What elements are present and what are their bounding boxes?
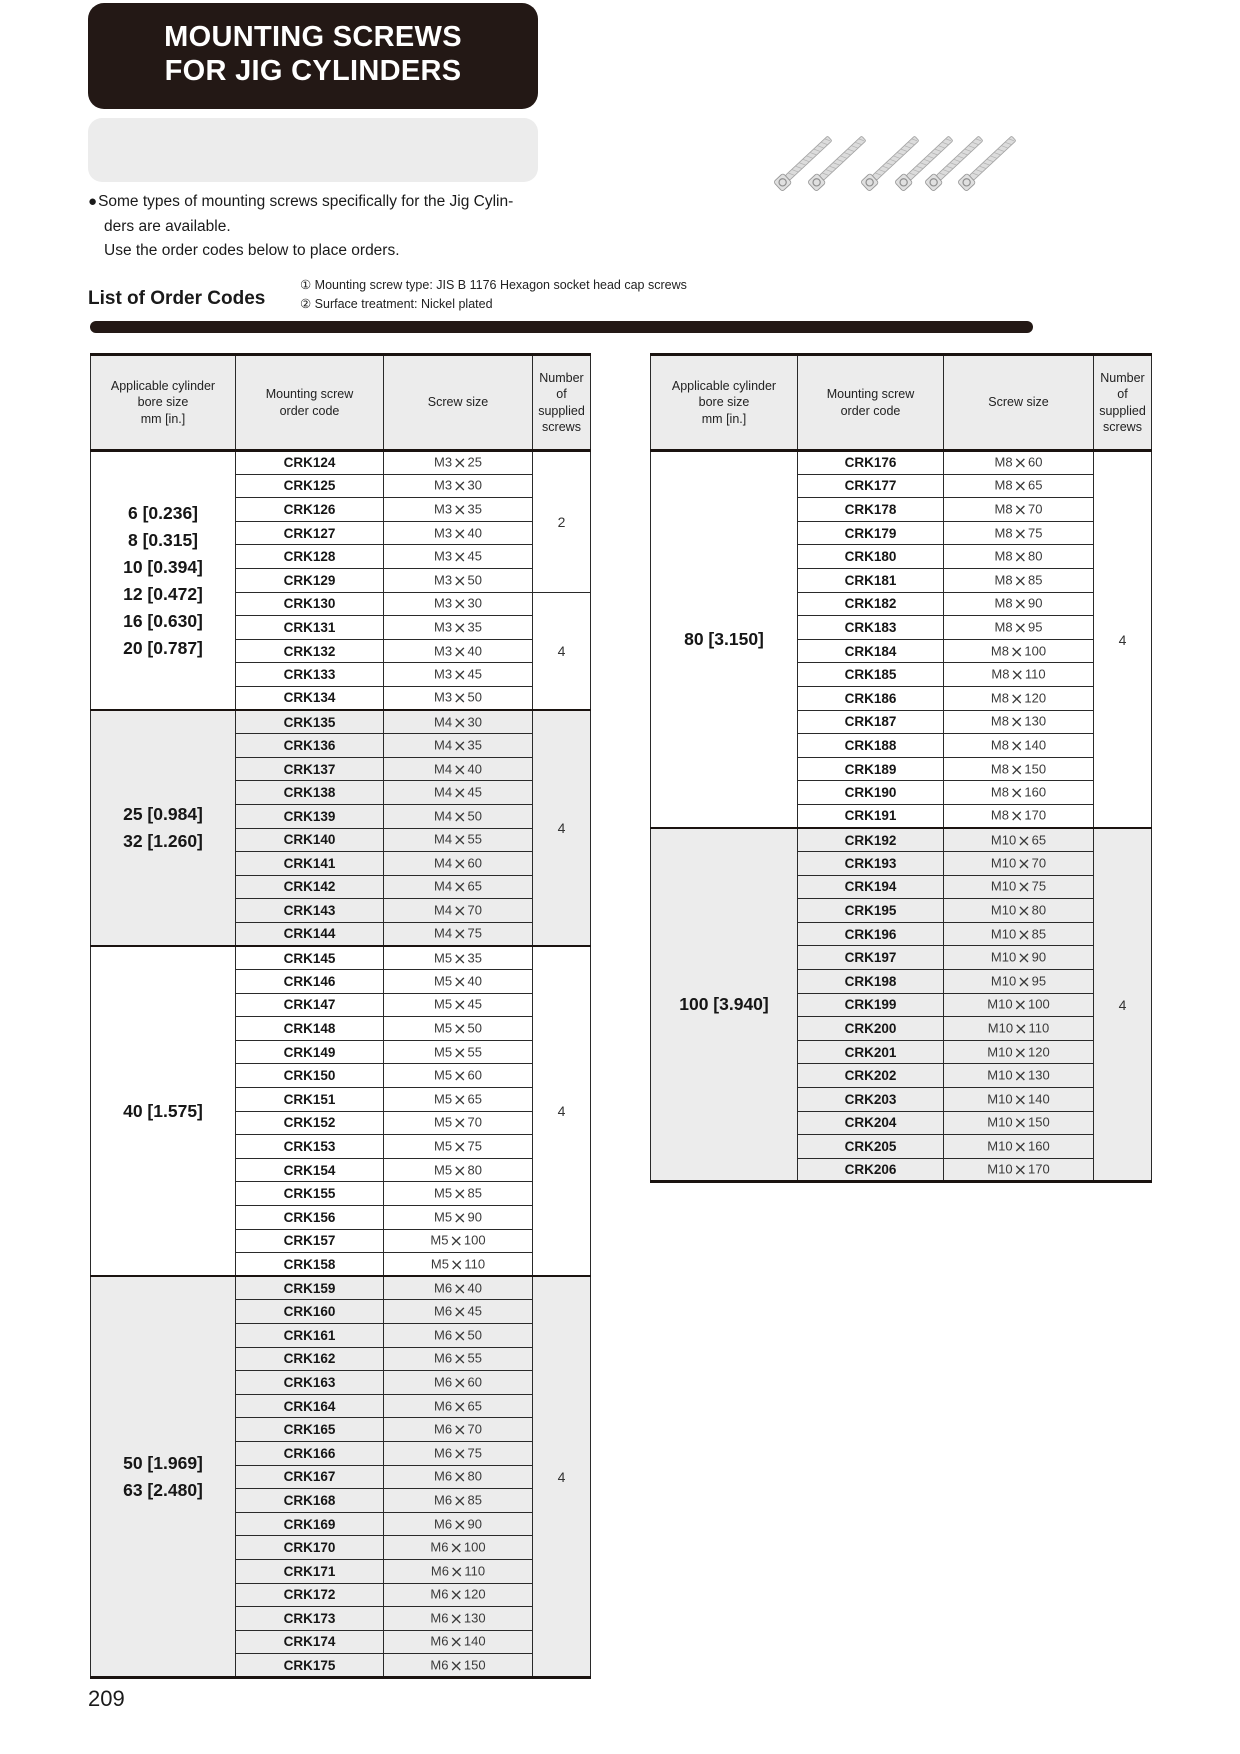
order-code-cell: CRK158 [236, 1253, 384, 1277]
screw-size-cell: M3×40 [384, 639, 533, 663]
order-code-cell: CRK145 [236, 946, 384, 970]
order-code-cell: CRK194 [798, 875, 944, 899]
screw-size-cell: M8×150 [944, 757, 1094, 781]
multiply-sign: × [453, 1066, 467, 1086]
order-code-cell: CRK192 [798, 828, 944, 852]
order-code-cell: CRK190 [798, 781, 944, 805]
order-code-cell: CRK151 [236, 1088, 384, 1112]
column-header: Screw size [944, 355, 1094, 451]
multiply-sign: × [453, 499, 467, 519]
order-code-cell: CRK175 [236, 1654, 384, 1678]
multiply-sign: × [453, 806, 467, 826]
multiply-sign: × [1009, 783, 1024, 803]
screw-size-cell: M6×40 [384, 1276, 533, 1300]
multiply-sign: × [1009, 712, 1024, 732]
multiply-sign: × [1014, 1019, 1028, 1039]
section-divider-bar [90, 321, 1033, 333]
screw-size-cell: M5×40 [384, 970, 533, 994]
multiply-sign: × [453, 759, 467, 779]
screw-size-cell: M10×80 [944, 899, 1094, 923]
table-row [91, 710, 591, 734]
multiply-sign: × [453, 594, 467, 614]
screw-size-cell: M6×50 [384, 1323, 533, 1347]
order-code-cell: CRK204 [798, 1111, 944, 1135]
screw-size-cell: M5×90 [384, 1206, 533, 1230]
screw-size-cell: M6×120 [384, 1583, 533, 1607]
multiply-sign: × [453, 1396, 467, 1416]
order-code-cell: CRK171 [236, 1559, 384, 1583]
multiply-sign: × [1013, 523, 1027, 543]
multiply-sign: × [453, 1514, 467, 1534]
column-header: Mounting screw order code [236, 355, 384, 451]
multiply-sign: × [449, 1655, 463, 1675]
multiply-sign: × [453, 1490, 467, 1510]
order-code-cell: CRK205 [798, 1135, 944, 1159]
multiply-sign: × [1009, 688, 1024, 708]
screw-size-cell: M6×55 [384, 1347, 533, 1371]
screw-size-cell: M8×95 [944, 616, 1094, 640]
mounting-screws-photo [740, 118, 1030, 198]
multiply-sign: × [449, 1632, 463, 1652]
order-code-cell: CRK174 [236, 1630, 384, 1654]
multiply-sign: × [1009, 641, 1024, 661]
multiply-sign: × [453, 924, 467, 944]
multiply-sign: × [453, 971, 467, 991]
multiply-sign: × [1017, 948, 1031, 968]
supplied-screws-cell: 4 [533, 1276, 591, 1677]
order-code-cell: CRK177 [798, 474, 944, 498]
multiply-sign: × [1013, 1089, 1027, 1109]
bore-size-cell: 100 [3.940] [651, 828, 798, 1182]
supplied-screws-cell: 4 [533, 710, 591, 946]
screw-size-cell: M5×85 [384, 1182, 533, 1206]
multiply-sign: × [1013, 499, 1027, 519]
screw-size-cell: M10×70 [944, 852, 1094, 876]
title-line-2: FOR JIG CYLINDERS [164, 55, 462, 87]
multiply-sign: × [449, 1561, 464, 1581]
multiply-sign: × [453, 948, 467, 968]
multiply-sign: × [1017, 830, 1031, 850]
order-code-cell: CRK200 [798, 1017, 944, 1041]
order-code-cell: CRK131 [236, 616, 384, 640]
multiply-sign: × [453, 1113, 467, 1133]
order-code-cell: CRK183 [798, 616, 944, 640]
order-code-cell: CRK173 [236, 1607, 384, 1631]
multiply-sign: × [453, 1019, 467, 1039]
screw-size-cell: M10×100 [944, 993, 1094, 1017]
screw-size-cell: M10×110 [944, 1017, 1094, 1041]
screw-size-cell: M8×80 [944, 545, 1094, 569]
order-code-cell: CRK206 [798, 1158, 944, 1182]
screw-size-cell: M6×110 [384, 1559, 533, 1583]
order-code-cell: CRK163 [236, 1371, 384, 1395]
screw-size-cell: M6×140 [384, 1630, 533, 1654]
multiply-sign: × [1013, 1042, 1027, 1062]
screw-size-cell: M10×75 [944, 875, 1094, 899]
order-code-cell: CRK149 [236, 1040, 384, 1064]
order-code-cell: CRK164 [236, 1394, 384, 1418]
screw-size-cell: M5×50 [384, 1017, 533, 1041]
column-header: Screw size [384, 355, 533, 451]
multiply-sign: × [453, 1207, 467, 1227]
multiply-sign: × [449, 1538, 463, 1558]
title-banner [88, 3, 538, 109]
order-code-cell: CRK147 [236, 993, 384, 1017]
page-number: 209 [88, 1686, 125, 1711]
screw-size-cell: M4×55 [384, 828, 533, 852]
multiply-sign: × [453, 641, 467, 661]
screw-size-cell: M8×60 [944, 451, 1094, 475]
multiply-sign: × [453, 1302, 467, 1322]
order-code-cell: CRK124 [236, 451, 384, 475]
order-code-cell: CRK165 [236, 1418, 384, 1442]
title-line-1: MOUNTING SCREWS [164, 21, 462, 53]
order-code-cell: CRK146 [236, 970, 384, 994]
screw-size-cell: M6×80 [384, 1465, 533, 1489]
screw-size-cell: M10×170 [944, 1158, 1094, 1182]
order-code-cell: CRK189 [798, 757, 944, 781]
order-code-cell: CRK196 [798, 922, 944, 946]
screw-size-cell: M4×60 [384, 852, 533, 876]
multiply-sign: × [453, 476, 467, 496]
screw-size-cell: M3×45 [384, 545, 533, 569]
multiply-sign: × [1017, 877, 1031, 897]
order-code-cell: CRK148 [236, 1017, 384, 1041]
order-code-cell: CRK159 [236, 1276, 384, 1300]
order-code-cell: CRK127 [236, 521, 384, 545]
multiply-sign: × [453, 877, 467, 897]
screw-size-cell: M3×30 [384, 592, 533, 616]
order-code-cell: CRK125 [236, 474, 384, 498]
screw-size-cell: M5×45 [384, 993, 533, 1017]
order-code-cell: CRK161 [236, 1323, 384, 1347]
order-code-cell: CRK187 [798, 710, 944, 734]
screw-size-cell: M6×65 [384, 1394, 533, 1418]
order-code-cell: CRK184 [798, 639, 944, 663]
multiply-sign: × [453, 901, 467, 921]
multiply-sign: × [453, 1349, 467, 1369]
screw-size-cell: M6×70 [384, 1418, 533, 1442]
multiply-sign: × [1010, 665, 1024, 685]
section-heading: List of Order Codes [88, 288, 266, 309]
screw-size-cell: M5×80 [384, 1158, 533, 1182]
screw-size-cell: M4×35 [384, 734, 533, 758]
order-code-cell: CRK130 [236, 592, 384, 616]
supplied-screws-cell: 4 [533, 592, 591, 710]
screw-size-cell: M3×45 [384, 663, 533, 687]
order-code-cell: CRK129 [236, 568, 384, 592]
multiply-sign: × [1017, 971, 1031, 991]
order-code-cell: CRK134 [236, 686, 384, 710]
order-code-cell: CRK133 [236, 663, 384, 687]
multiply-sign: × [453, 1184, 467, 1204]
multiply-sign: × [453, 1443, 467, 1463]
multiply-sign: × [453, 1325, 467, 1345]
screw-size-cell: M8×100 [944, 639, 1094, 663]
screw-size-cell: M4×45 [384, 781, 533, 805]
screw-size-cell: M10×120 [944, 1040, 1094, 1064]
intro-line-1: ●Some types of mounting screws specifically for the Jig Cylin- [88, 193, 514, 210]
order-code-cell: CRK142 [236, 875, 384, 899]
multiply-sign: × [1013, 547, 1027, 567]
screw-size-cell: M8×70 [944, 498, 1094, 522]
multiply-sign: × [1013, 594, 1027, 614]
multiply-sign: × [1009, 759, 1024, 779]
supplied-screws-cell: 4 [533, 946, 591, 1276]
order-code-cell: CRK162 [236, 1347, 384, 1371]
column-header: Number of supplied screws [533, 355, 591, 451]
table-row [651, 828, 1152, 852]
screw-size-cell: M5×70 [384, 1111, 533, 1135]
screw-size-cell: M8×110 [944, 663, 1094, 687]
order-code-cell: CRK181 [798, 568, 944, 592]
table-row [91, 451, 591, 475]
subtitle-placeholder-box [88, 118, 538, 182]
multiply-sign: × [453, 830, 467, 850]
screw-size-cell: M3×40 [384, 521, 533, 545]
order-codes-table-left [90, 353, 591, 1679]
order-code-cell: CRK136 [236, 734, 384, 758]
multiply-sign: × [453, 1137, 467, 1157]
screw-size-cell: M8×120 [944, 686, 1094, 710]
multiply-sign: × [453, 1278, 467, 1298]
order-code-cell: CRK126 [236, 498, 384, 522]
order-code-cell: CRK193 [798, 852, 944, 876]
multiply-sign: × [453, 1372, 467, 1392]
multiply-sign: × [453, 453, 467, 473]
screw-size-cell: M4×75 [384, 922, 533, 946]
order-code-cell: CRK198 [798, 970, 944, 994]
multiply-sign: × [453, 783, 467, 803]
multiply-sign: × [453, 735, 467, 755]
screw-size-cell: M6×75 [384, 1441, 533, 1465]
multiply-sign: × [1013, 1066, 1027, 1086]
supplied-screws-cell: 4 [1094, 451, 1152, 829]
screw-size-cell: M3×50 [384, 686, 533, 710]
order-code-cell: CRK139 [236, 804, 384, 828]
table-row [651, 451, 1152, 475]
screw-size-cell: M10×150 [944, 1111, 1094, 1135]
order-code-cell: CRK199 [798, 993, 944, 1017]
multiply-sign: × [449, 1608, 463, 1628]
multiply-sign: × [449, 1254, 464, 1274]
order-code-cell: CRK167 [236, 1465, 384, 1489]
intro-line-3: Use the order codes below to place orders. [104, 242, 400, 259]
intro-paragraph [88, 190, 513, 264]
column-header: Number of supplied screws [1094, 355, 1152, 451]
bore-size-cell: 50 [1.969] 63 [2.480] [91, 1276, 236, 1677]
screw-size-cell: M5×75 [384, 1135, 533, 1159]
order-code-cell: CRK191 [798, 804, 944, 828]
screw-size-cell: M5×60 [384, 1064, 533, 1088]
screw-size-cell: M6×100 [384, 1536, 533, 1560]
supplied-screws-cell: 2 [533, 451, 591, 593]
bore-size-cell: 25 [0.984] 32 [1.260] [91, 710, 236, 946]
order-code-cell: CRK188 [798, 734, 944, 758]
order-notes [300, 276, 687, 314]
screw-size-cell: M6×90 [384, 1512, 533, 1536]
multiply-sign: × [1013, 570, 1027, 590]
multiply-sign: × [453, 712, 467, 732]
order-code-cell: CRK144 [236, 922, 384, 946]
order-code-cell: CRK201 [798, 1040, 944, 1064]
bore-size-cell: 80 [3.150] [651, 451, 798, 829]
order-code-cell: CRK132 [236, 639, 384, 663]
order-code-cell: CRK195 [798, 899, 944, 923]
multiply-sign: × [453, 1089, 467, 1109]
order-code-cell: CRK182 [798, 592, 944, 616]
screw-size-cell: M8×130 [944, 710, 1094, 734]
screw-size-cell: M6×150 [384, 1654, 533, 1678]
screw-size-cell: M6×45 [384, 1300, 533, 1324]
order-code-cell: CRK160 [236, 1300, 384, 1324]
multiply-sign: × [453, 523, 467, 543]
order-code-cell: CRK138 [236, 781, 384, 805]
note-surface-treatment: ② Surface treatment: Nickel plated [300, 297, 493, 311]
screw-size-cell: M5×65 [384, 1088, 533, 1112]
supplied-screws-cell: 4 [1094, 828, 1152, 1182]
multiply-sign: × [1013, 453, 1027, 473]
screw-size-cell: M8×160 [944, 781, 1094, 805]
order-code-cell: CRK140 [236, 828, 384, 852]
screw-size-cell: M8×170 [944, 804, 1094, 828]
multiply-sign: × [449, 1231, 463, 1251]
order-code-cell: CRK170 [236, 1536, 384, 1560]
multiply-sign: × [1017, 853, 1031, 873]
multiply-sign: × [453, 853, 467, 873]
bullet-icon: ● [88, 193, 98, 210]
order-code-cell: CRK197 [798, 946, 944, 970]
order-code-cell: CRK137 [236, 757, 384, 781]
multiply-sign: × [453, 547, 467, 567]
order-code-cell: CRK128 [236, 545, 384, 569]
bore-size-cell: 40 [1.575] [91, 946, 236, 1276]
multiply-sign: × [453, 1042, 467, 1062]
screw-size-cell: M8×140 [944, 734, 1094, 758]
screw-size-cell: M10×140 [944, 1088, 1094, 1112]
column-header: Applicable cylinder bore size mm [in.] [651, 355, 798, 451]
screw-size-cell: M5×35 [384, 946, 533, 970]
bore-size-cell: 6 [0.236] 8 [0.315] 10 [0.394] 12 [0.472] 16 [0.630] 20 [0.787] [91, 451, 236, 711]
order-code-cell: CRK179 [798, 521, 944, 545]
screw-size-cell: M6×85 [384, 1489, 533, 1513]
multiply-sign: × [1013, 1113, 1027, 1133]
screw-size-cell: M6×130 [384, 1607, 533, 1631]
order-code-cell: CRK141 [236, 852, 384, 876]
order-code-cell: CRK143 [236, 899, 384, 923]
screw-size-cell: M3×25 [384, 451, 533, 475]
multiply-sign: × [453, 617, 467, 637]
order-code-cell: CRK169 [236, 1512, 384, 1536]
screw-size-cell: M6×60 [384, 1371, 533, 1395]
screw-size-cell: M3×35 [384, 498, 533, 522]
screw-size-cell: M10×130 [944, 1064, 1094, 1088]
screw-size-cell: M4×70 [384, 899, 533, 923]
multiply-sign: × [1009, 806, 1024, 826]
multiply-sign: × [453, 1160, 467, 1180]
multiply-sign: × [1013, 1137, 1027, 1157]
screw-size-cell: M8×65 [944, 474, 1094, 498]
multiply-sign: × [1013, 476, 1027, 496]
order-code-cell: CRK155 [236, 1182, 384, 1206]
screw-size-cell: M5×110 [384, 1253, 533, 1277]
order-code-cell: CRK176 [798, 451, 944, 475]
order-code-cell: CRK203 [798, 1088, 944, 1112]
order-code-cell: CRK178 [798, 498, 944, 522]
screw-size-cell: M4×40 [384, 757, 533, 781]
order-code-cell: CRK202 [798, 1064, 944, 1088]
order-codes-table-right [650, 353, 1152, 1183]
order-code-cell: CRK186 [798, 686, 944, 710]
order-code-cell: CRK153 [236, 1135, 384, 1159]
screw-size-cell: M8×85 [944, 568, 1094, 592]
multiply-sign: × [1009, 735, 1024, 755]
order-code-cell: CRK172 [236, 1583, 384, 1607]
screw-size-cell: M4×50 [384, 804, 533, 828]
multiply-sign: × [1013, 1160, 1027, 1180]
multiply-sign: × [449, 1585, 463, 1605]
intro-line-2: ders are available. [104, 217, 231, 235]
screw-size-cell: M8×75 [944, 521, 1094, 545]
table-row [91, 946, 591, 970]
order-code-cell: CRK157 [236, 1229, 384, 1253]
screw-size-cell: M5×55 [384, 1040, 533, 1064]
multiply-sign: × [1017, 924, 1031, 944]
screw-size-cell: M10×95 [944, 970, 1094, 994]
multiply-sign: × [1013, 995, 1027, 1015]
multiply-sign: × [453, 995, 467, 1015]
multiply-sign: × [453, 1467, 467, 1487]
multiply-sign: × [453, 665, 467, 685]
screw-size-cell: M10×85 [944, 922, 1094, 946]
order-code-cell: CRK180 [798, 545, 944, 569]
order-code-cell: CRK135 [236, 710, 384, 734]
order-code-cell: CRK154 [236, 1158, 384, 1182]
order-code-cell: CRK152 [236, 1111, 384, 1135]
multiply-sign: × [453, 570, 467, 590]
screw-size-cell: M3×50 [384, 568, 533, 592]
screw-size-cell: M5×100 [384, 1229, 533, 1253]
order-code-cell: CRK156 [236, 1206, 384, 1230]
note-screw-type: ① Mounting screw type: JIS B 1176 Hexagon socket head cap screws [300, 278, 687, 292]
screw-size-cell: M4×65 [384, 875, 533, 899]
screw-size-cell: M3×30 [384, 474, 533, 498]
column-header: Mounting screw order code [798, 355, 944, 451]
screw-size-cell: M4×30 [384, 710, 533, 734]
order-code-cell: CRK150 [236, 1064, 384, 1088]
order-code-cell: CRK166 [236, 1441, 384, 1465]
screw-size-cell: M3×35 [384, 616, 533, 640]
multiply-sign: × [1017, 901, 1031, 921]
multiply-sign: × [1013, 617, 1027, 637]
table-row [91, 1276, 591, 1300]
column-header: Applicable cylinder bore size mm [in.] [91, 355, 236, 451]
multiply-sign: × [453, 688, 467, 708]
multiply-sign: × [453, 1420, 467, 1440]
screw-size-cell: M10×160 [944, 1135, 1094, 1159]
order-code-cell: CRK168 [236, 1489, 384, 1513]
screw-size-cell: M8×90 [944, 592, 1094, 616]
screw-size-cell: M10×65 [944, 828, 1094, 852]
order-code-cell: CRK185 [798, 663, 944, 687]
screw-size-cell: M10×90 [944, 946, 1094, 970]
